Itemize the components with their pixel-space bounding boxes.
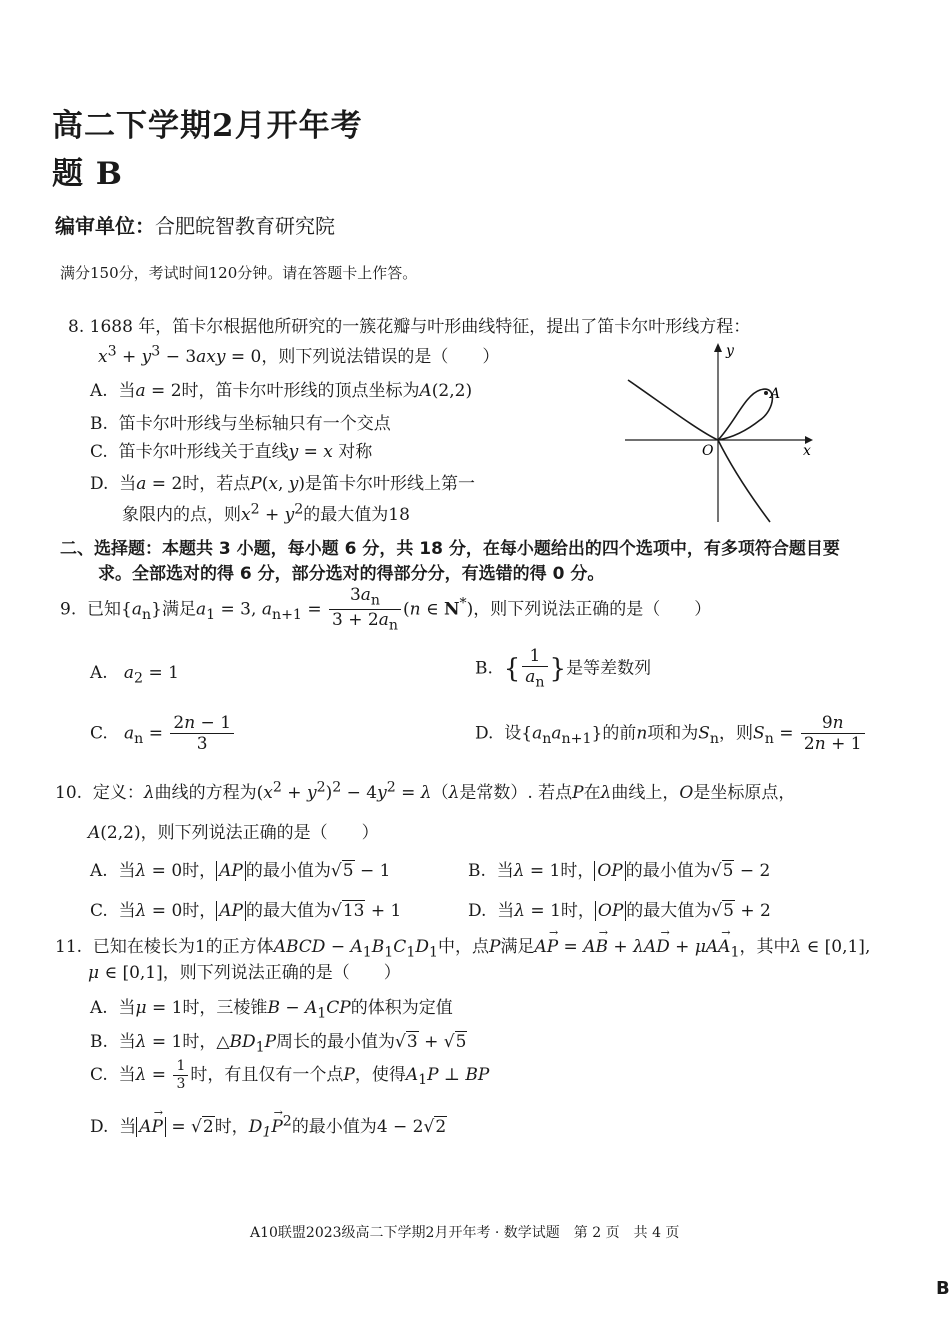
- label-a: A: [770, 386, 781, 402]
- q10-option-b: B. 当λ = 1时， OP 的最小值为√5 − 2: [468, 861, 771, 881]
- q11-option-c: C. 当λ = $\frac{1}{3}$ 时，有且仅有一个点P，使得$A_1P$ ⊥ BP: [90, 1058, 490, 1092]
- folium-figure: [620, 340, 820, 525]
- q8-stem-line2: $x^3 + y^3 - 3axy = 0$，则下列说法错误的是（ ）: [98, 343, 500, 367]
- label-origin: O: [702, 443, 714, 459]
- q8-option-d-line2: 象限内的点，则$x^2 + y^2$的最大值为18: [122, 501, 410, 525]
- q10-stem-line1: 10. 定义：λ曲线的方程为$(x^2 + y^2)^2 - 4y^2 = \lambda(\lambda$是常数）. 若点P在λ曲线上，O是坐标原点，: [55, 779, 796, 803]
- point-a-dot: [764, 391, 768, 395]
- q8-option-c: C. 笛卡尔叶形线关于直线y = x 对称: [90, 442, 373, 462]
- q9-option-c: C. $a_n$ = $\frac{2n - 1}{3}$: [90, 713, 236, 755]
- q10-option-a: A. 当λ = 0时， AP 的最小值为√5 − 1: [90, 861, 391, 881]
- q8-option-a: A. 当a = 2时，笛卡尔叶形线的顶点坐标为A(2,2): [90, 381, 473, 401]
- section2-line1: 二、选择题：本题共 3 小题，每小题 6 分，共 18 分，在每小题给出的四个选项中，有多项符合题目要: [60, 539, 840, 559]
- q8-stem-line1: 8. 1688 年，笛卡尔根据他所研究的一簇花瓣与叶形曲线特征，提出了笛卡尔叶形线方程：: [68, 317, 751, 337]
- q9-option-a: A. $a_2 = 1$: [90, 663, 179, 687]
- section2-line2: 求。全部选对的得 6 分，部分选对的得部分分，有选错的得 0 分。: [98, 564, 605, 584]
- q11-option-d: D. 当→ AP = √2时，→ $D_1P^2$的最小值为4 − 2√2: [90, 1112, 447, 1140]
- editor-line: 编审单位：合肥皖智教育研究院: [55, 214, 335, 238]
- q10-option-d: D. 当λ = 1时， OP 的最大值为√5 + 2: [468, 901, 771, 921]
- label-x: x: [803, 443, 811, 459]
- q8-option-b: B. 笛卡尔叶形线与坐标轴只有一个交点: [90, 414, 391, 434]
- q10-stem-line2: A(2,2)，则下列说法正确的是（ ）: [88, 823, 379, 843]
- exam-title-line1: 高二下学期2月开年考: [52, 108, 363, 144]
- exam-title-line2: 题 B: [52, 156, 123, 192]
- q11-stem-line1: 11. 已知在棱长为1的正方体ABCD − $A_1B_1C_1D_1$中，点P满足→ AP = → AB + λ→ AD + $\mu\to AA_1$，其中λ ∈ [0,1],: [55, 932, 870, 960]
- folium-curve: [628, 380, 772, 522]
- page-footer: A10联盟2023级高二下学期2月开年考 · 数学试题 第 2 页 共 4 页: [250, 1225, 680, 1241]
- edge-mark: B: [936, 1278, 950, 1299]
- q10-option-c: C. 当λ = 0时， AP 的最大值为√13 + 1: [90, 901, 402, 921]
- label-y: y: [726, 343, 734, 359]
- q9-option-d: D. 设$\{a_na_{n+1}\}$的前n项和为$S_n$，则$S_n$ = $\frac{9n}{2n + 1}$: [475, 713, 867, 755]
- exam-notice: 满分150分，考试时间120分钟。请在答题卡上作答。: [60, 264, 418, 282]
- y-axis: [714, 343, 722, 522]
- q11-option-a: A. 当μ = 1时，三棱锥$B - A_1CP$的体积为定值: [90, 998, 453, 1022]
- q9-stem: 9. 已知$\{a_n\}$满足$a_1 = 3$, $a_{n+1}$ = $\frac{3a_n}{3 + 2a_n}$ (n ∈ N*)，则下列说法正确的是（ ）: [60, 585, 712, 634]
- q9-option-b: B. { $\frac{1}{a_n}$ }是等差数列: [475, 646, 652, 691]
- q8-option-d: D. 当a = 2时，若点P(x, y)是笛卡尔叶形线上第一: [90, 474, 476, 494]
- q11-option-b: B. 当λ = 1时，$\triangle BD_1P$周长的最小值为√3 + √5: [90, 1032, 467, 1056]
- q11-stem-line2: μ ∈ [0,1]，则下列说法正确的是（ ）: [88, 963, 401, 983]
